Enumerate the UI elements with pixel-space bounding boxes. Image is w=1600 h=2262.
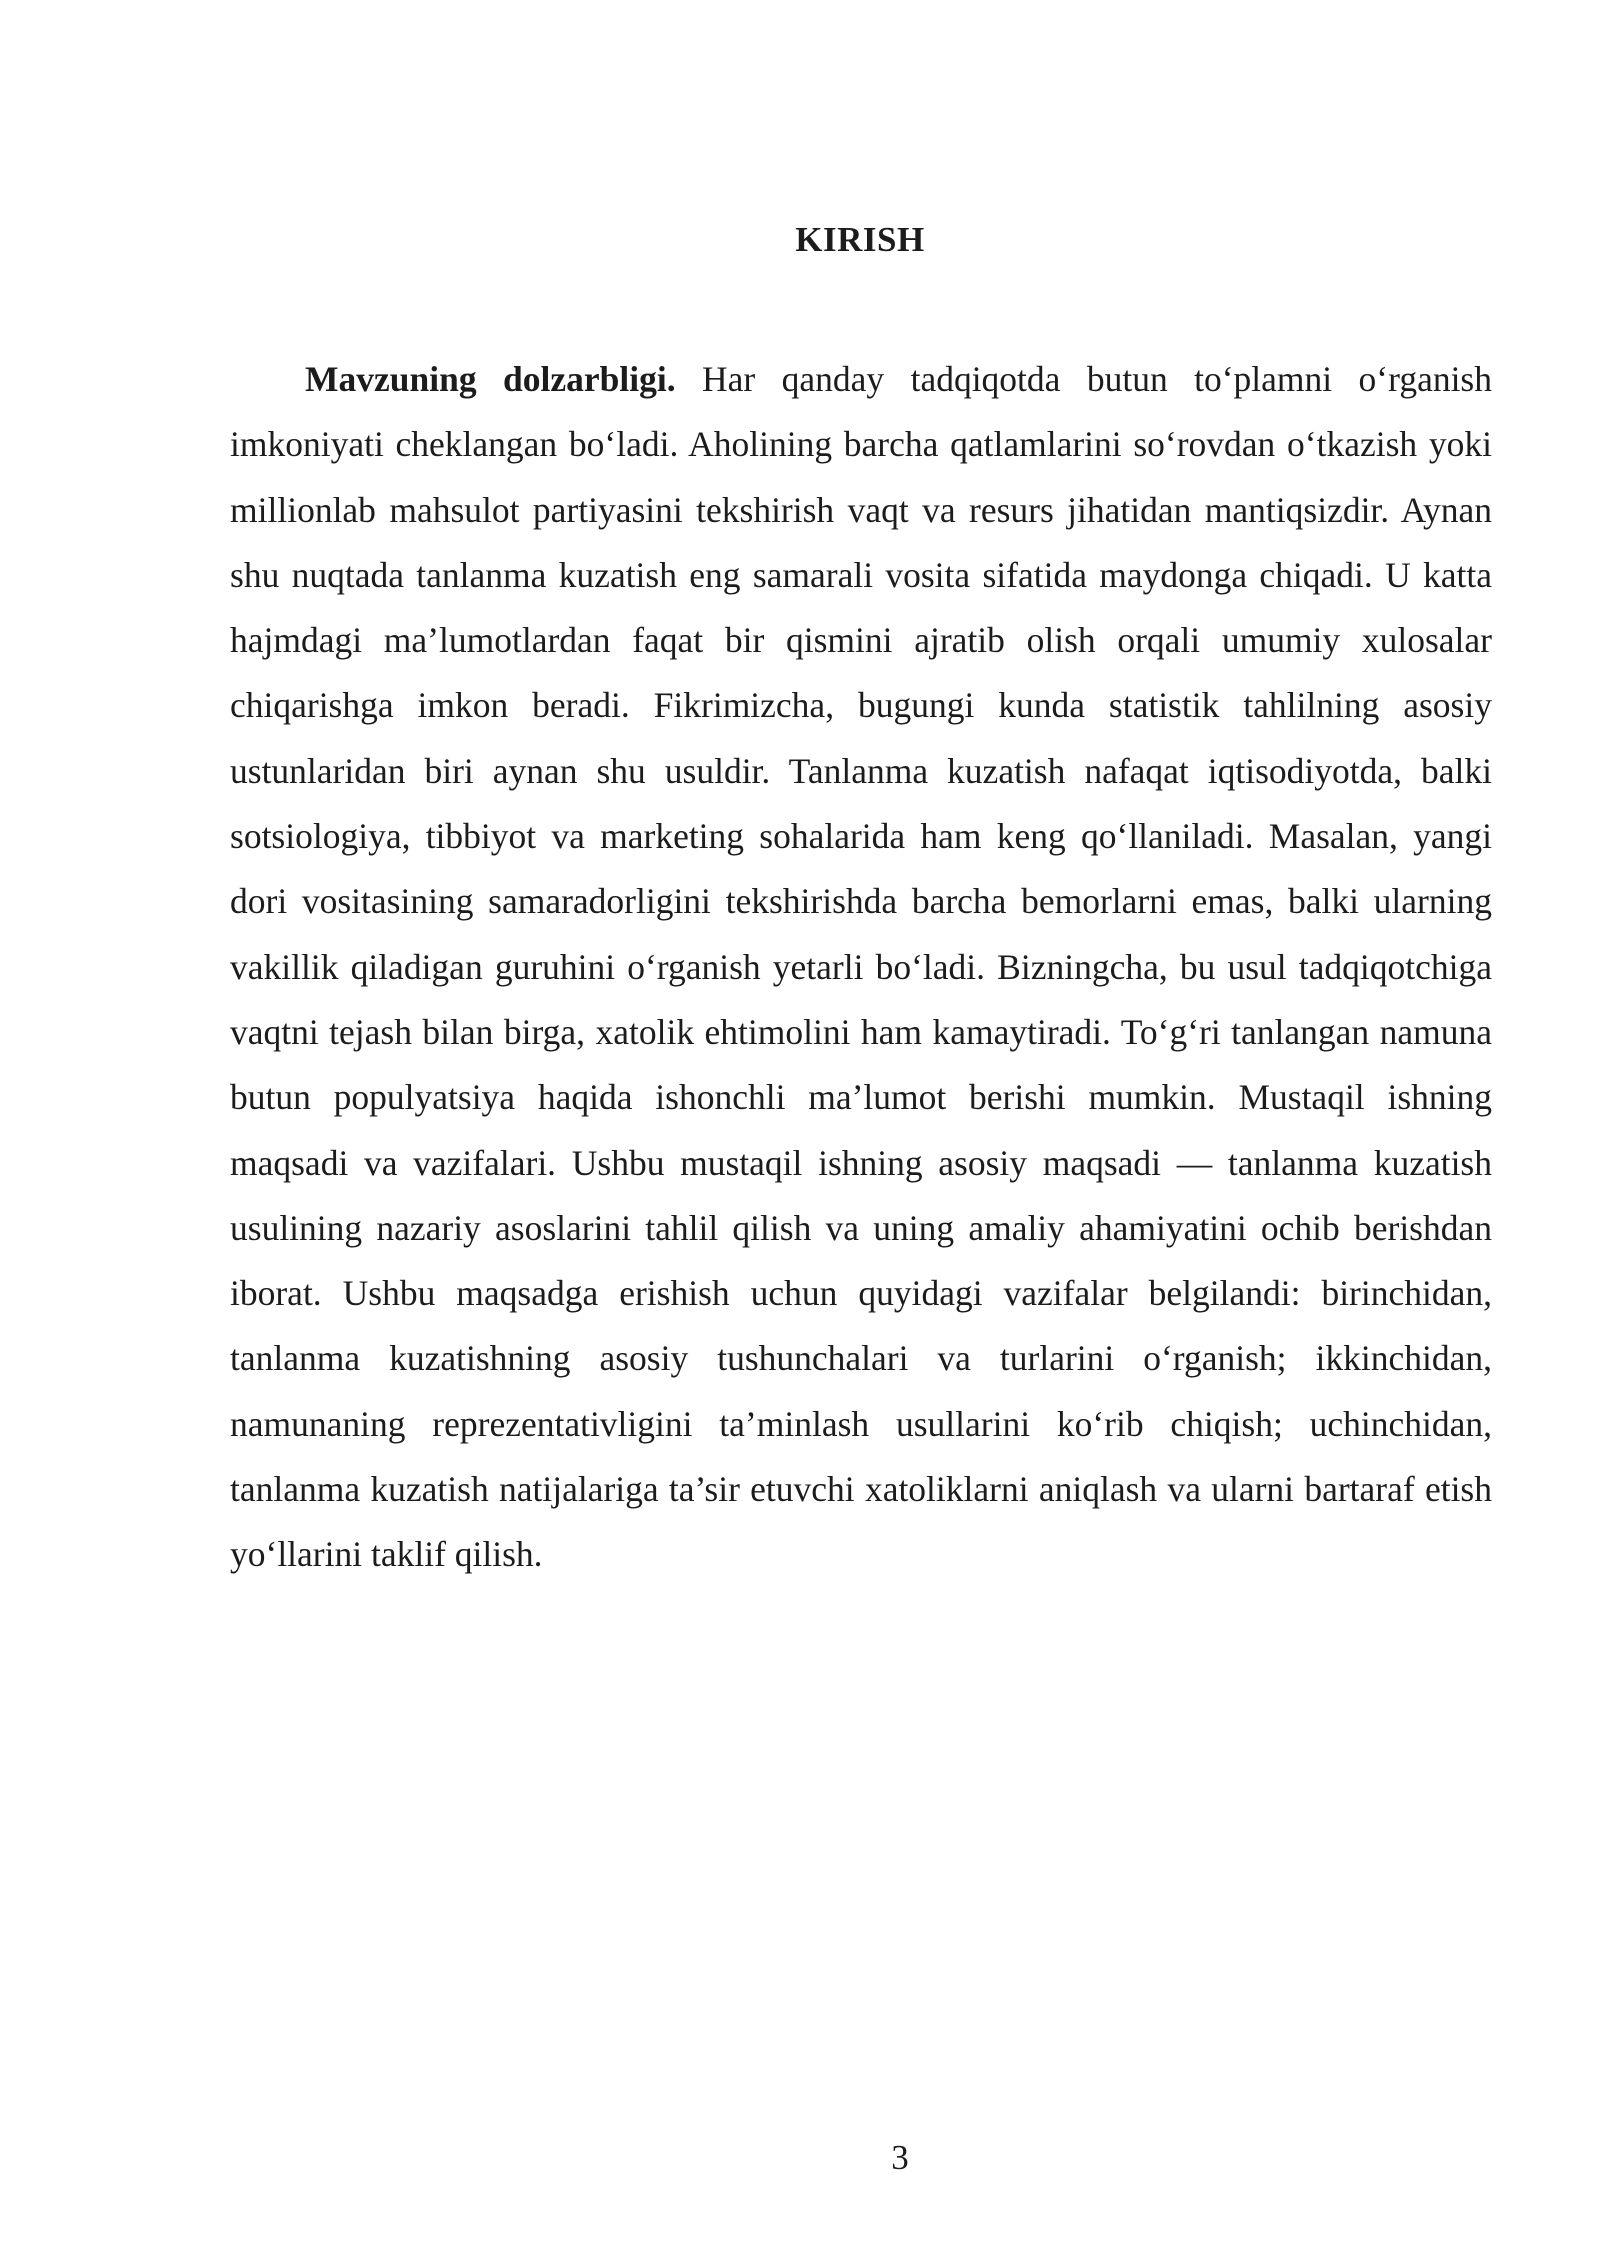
- page-number: 3: [891, 2138, 909, 2177]
- page-title: KIRISH: [795, 220, 925, 259]
- paragraph-text: Har qanday tadqiqotda butun to‘plamni o‘rganish imkoniyati cheklangan bo‘ladi. Aholining barcha qatlamlarini so‘rovdan o‘tkazish yoki millionlab mahsulot partiyasini tekshirish vaqt va resurs jihatidan mantiqsizdir. Aynan shu nuqtada tanlanma kuzatish eng samarali vosita sifatida maydonga chiqadi. U katta hajmdagi ma’lumotlardan faqat bir qismini ajratib olish orqali umumiy xulosalar chiqarishga imkon beradi. Fikrimizcha, bugungi kunda statistik tahlilning asosiy ustunlaridan biri aynan shu usuldir. Tanlanma kuzatish nafaqat iqtisodiyotda, balki sotsiologiya, tibbiyot va marketing sohalarida ham keng qo‘llaniladi. Masalan, yangi dori vositasining samaradorligini tekshirishda barcha bemorlarni emas, balki ularning vakillik qiladigan guruhini o‘rganish yetarli bo‘ladi. Bizningcha, bu usul tadqiqotchiga vaqtni tejash bilan birga, xatolik ehtimolini ham kamaytiradi. To‘g‘ri tanlangan namuna butun populyatsiya haqida ishonchli ma’lumot berishi mumkin. Mustaqil ishning maqsadi va vazifalari. Ushbu mustaqil ishning asosiy maqsadi — tanlanma kuzatish usulining nazariy asoslarini tahlil qilish va uning amaliy ahamiyatini ochib berishdan iborat. Ushbu maqsadga erishish uchun quyidagi vazifalar belgilandi: birinchidan, tanlanma kuzatishning asosiy tushunchalari va turlarini o‘rganish; ikkinchidan, namunaning reprezentativligini ta’minlash usullarini ko‘rib chiqish; uchinchidan, tanlanma kuzatish natijalariga ta’sir etuvchi xatoliklarni aniqlash va ularni bartaraf etish yo‘llarini taklif qilish.: [230, 359, 1492, 1575]
- paragraph-lead-heading: Mavzuning dolzarbligi.: [305, 359, 676, 399]
- body-paragraph: [230, 347, 1492, 1588]
